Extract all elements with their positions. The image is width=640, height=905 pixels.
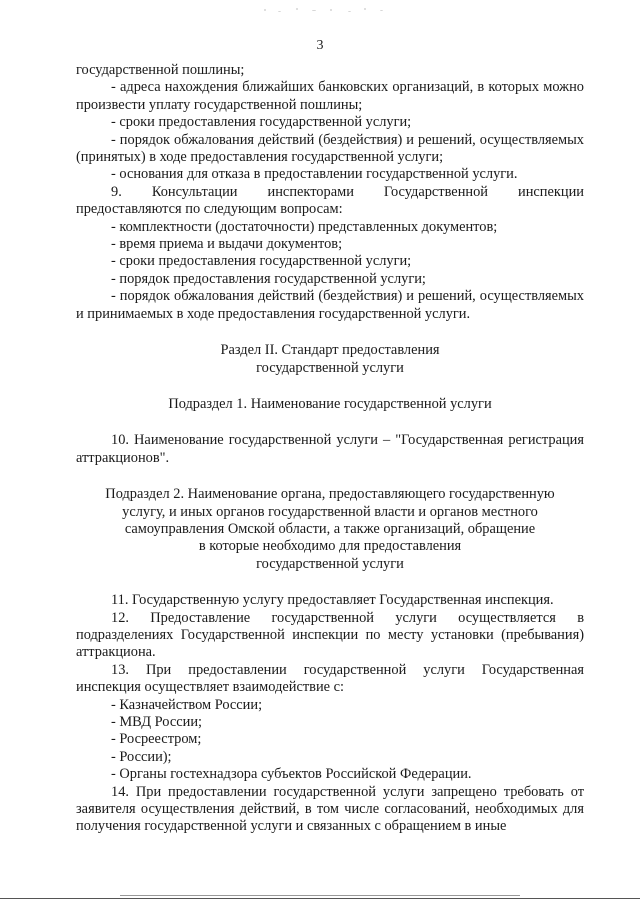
paragraph-fee-end: государственной пошлины; [76,62,245,78]
scan-artifact [260,6,390,16]
scan-bottom-edge [0,898,640,899]
list-item-bank-addresses: - адреса нахождения ближайших банковских организаций, в которых можно произвести уплату государственной пошлины; [76,79,584,113]
list-item-reception-time: - время приема и выдачи документов; [111,236,343,253]
paragraph-13: 13. При предоставлении государственной услуги Государственная инспекция осуществляет взаимодействие с: [76,661,584,696]
subsection-2-title-line3: самоуправления Омской области, а также организаций, обращение [124,520,536,537]
paragraph-12: 12. Предоставление государственной услуги осуществляется в подразделениях Государственной инспекции по месту установки (пребывания) аттракциона. [76,609,584,661]
list-item-treasury: - Казначейством России; [111,696,263,713]
subsection-2-heading [76,486,584,573]
paragraph-10: 10. Наименование государственной услуги – "Государственная регистрация аттракционов". [76,432,584,466]
subsection-2-title-line4: в которые необходимо для предоставления [198,538,462,555]
paragraph-9: 9. Консультации инспекторами Государственной инспекции предоставляются по следующим вопросам: [76,183,584,218]
subsection-2-title-line5: государственной услуги [256,555,404,572]
list-item-completeness: - комплектности (достаточности) представленных документов; [111,218,498,235]
paragraph-14: 14. При предоставлении государственной услуги запрещено требовать от заявителя осуществления действий, в том числе согласований, необходимых для получения государственной услуги и связанных с обращением в иные [76,783,584,835]
subsection-1-title: Подраздел 1. Наименование государственной услуги [168,395,492,412]
list-item-gostekhnadzor: - Органы гостехнадзора субъектов Российской Федерации. [111,766,472,783]
list-item-service-terms: - сроки предоставления государственной услуги; [111,114,412,131]
list-item-mvd: - МВД России; [111,714,203,730]
subsection-2-title-line2: услугу, и иных органов государственной власти и органов местного [122,503,538,520]
section-2-heading [76,342,584,377]
list-item-appeal-procedure-2: - порядок обжалования действий (бездействия) и решений, осуществляемых и принимаемых в ходе предоставления государственной услуги. [76,288,584,322]
list-item-service-procedure: - порядок предоставления государственной услуги; [111,270,426,287]
scan-edge-line [120,895,520,896]
document-body [76,62,584,836]
list-item-russia: - России); [111,748,172,765]
list-item-service-terms-2: - сроки предоставления государственной услуги; [111,253,412,270]
subsection-2-title-line1: Подраздел 2. Наименование органа, предоставляющего государственную [105,486,555,503]
section-2-title-line2: государственной услуги [256,359,404,376]
page-number: 3 [316,38,324,53]
section-2-title-line1: Раздел II. Стандарт предоставления [220,342,440,359]
list-item-appeal-procedure: - порядок обжалования действий (бездействия) и решений, осуществляемых (принятых) в ходе предоставления государственной услуги; [76,131,584,166]
paragraph-11: 11. Государственную услугу предоставляет Государственная инспекция. [111,592,554,609]
list-item-rosreestr: - Росреестром; [111,731,202,748]
list-item-refusal-grounds: - основания для отказа в предоставлении государственной услуги. [111,166,518,183]
